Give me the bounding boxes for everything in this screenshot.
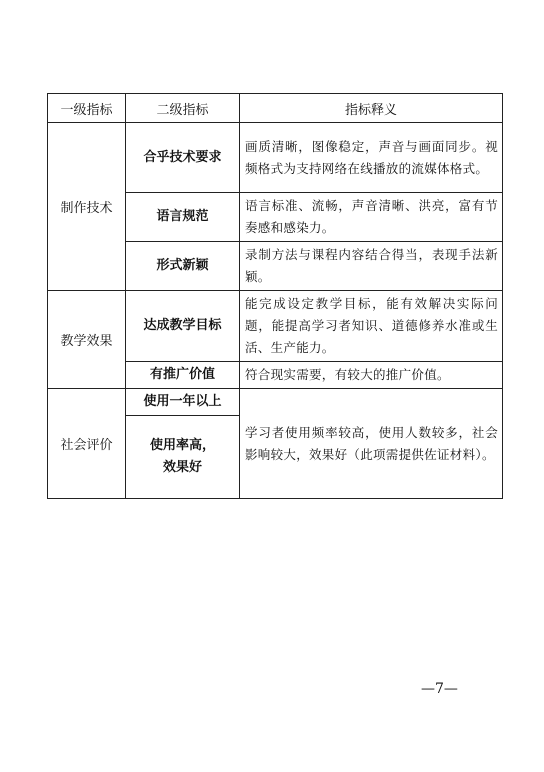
table-row — [48, 291, 503, 362]
explanation-tech-requirements: 画质清晰，图像稳定，声音与画面同步。视频格式为支持网络在线播放的流媒体格式。 — [240, 123, 503, 193]
level2-used-over-one-year: 使用一年以上 — [126, 389, 240, 416]
table-header-row — [48, 94, 503, 123]
header-level1: 一级指标 — [48, 94, 126, 123]
level2-teaching-goals: 达成教学目标 — [126, 291, 240, 362]
table-row — [48, 123, 503, 193]
explanation-promotion-value: 符合现实需要，有较大的推广价值。 — [240, 362, 503, 389]
evaluation-indicator-table — [47, 93, 503, 499]
header-level2: 二级指标 — [126, 94, 240, 123]
level2-language-standard: 语言规范 — [126, 193, 240, 242]
level2-tech-requirements: 合乎技术要求 — [126, 123, 240, 193]
page-number: —7— — [421, 681, 458, 697]
explanation-teaching-goals: 能完成设定教学目标，能有效解决实际问题，能提高学习者知识、道德修养水准或生活、生产能力。 — [240, 291, 503, 362]
header-explanation: 指标释义 — [240, 94, 503, 123]
explanation-language-standard: 语言标准、流畅，声音清晰、洪亮，富有节奏感和感染力。 — [240, 193, 503, 242]
level2-high-usage-text: 使用率高，效果好 — [149, 438, 215, 475]
table-row — [48, 389, 503, 416]
level1-social-evaluation: 社会评价 — [48, 389, 126, 499]
level2-promotion-value: 有推广价值 — [126, 362, 240, 389]
level2-high-usage — [126, 416, 240, 499]
explanation-novel-form: 录制方法与课程内容结合得当，表现手法新颖。 — [240, 242, 503, 291]
explanation-social-evaluation: 学习者使用频率较高，使用人数较多，社会影响较大，效果好（此项需提供佐证材料）。 — [240, 389, 503, 499]
level1-production-tech: 制作技术 — [48, 123, 126, 291]
level2-novel-form: 形式新颖 — [126, 242, 240, 291]
level1-teaching-effect: 教学效果 — [48, 291, 126, 389]
